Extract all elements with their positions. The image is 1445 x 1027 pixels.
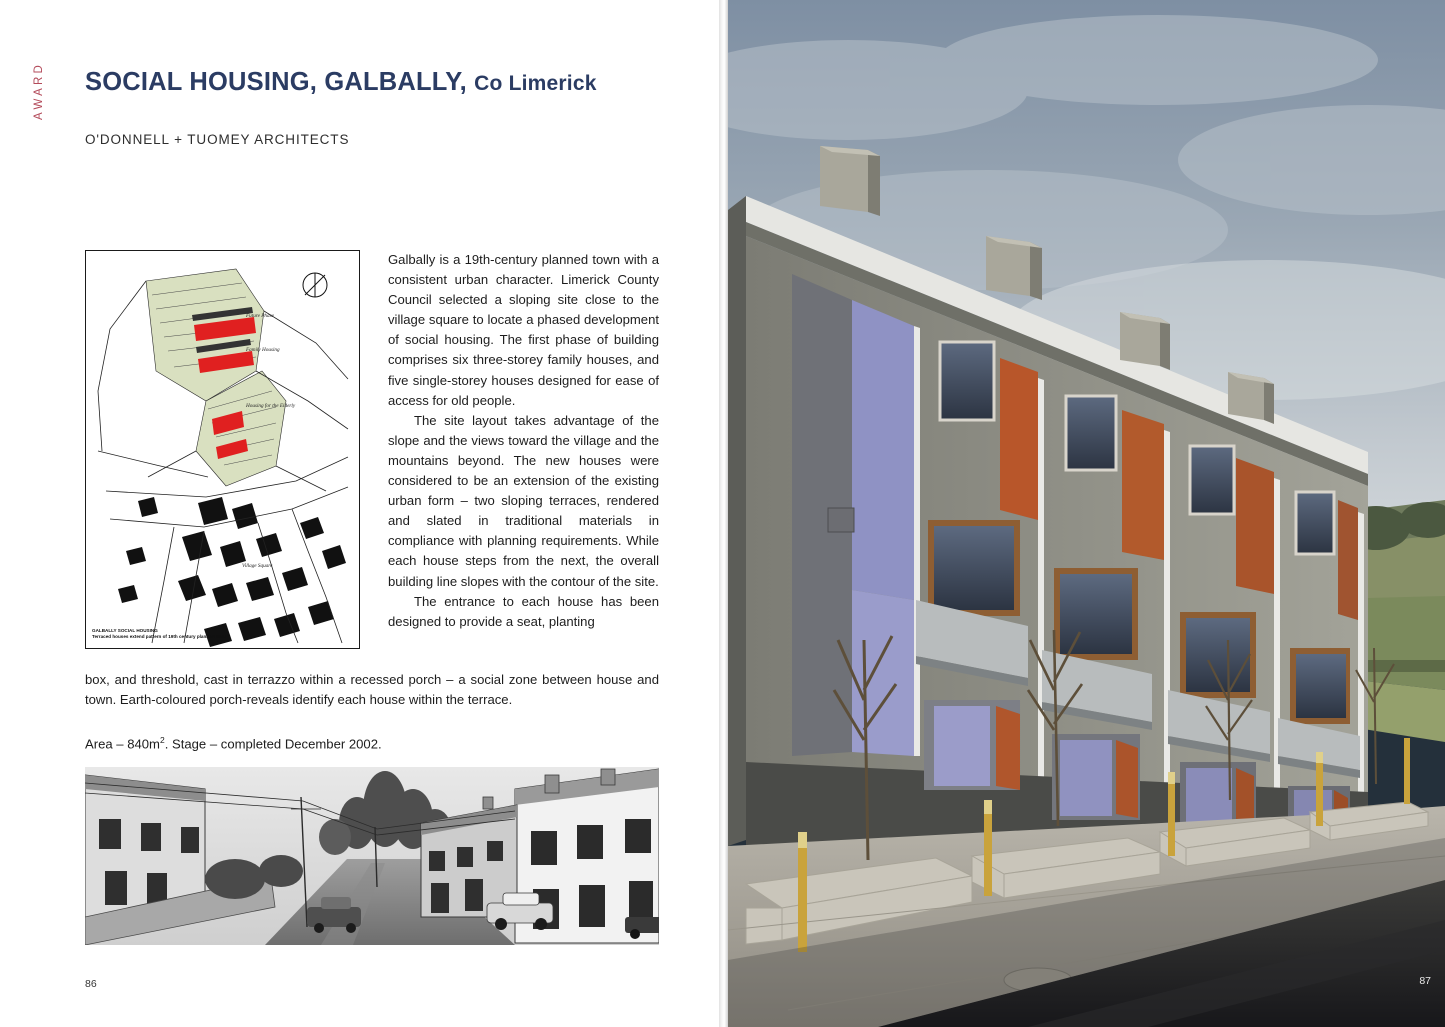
page-title <box>85 68 597 97</box>
folio-right: 87 <box>1419 975 1431 987</box>
body-column <box>388 250 659 632</box>
area-prefix: Area – 840m <box>85 736 160 752</box>
page-title-main: SOCIAL HOUSING, GALBALLY, <box>85 68 467 96</box>
body-paragraph-1: Galbally is a 19th-century planned town with a consistent urban character. Limerick County Council selected a sloping site close to the village square to locate a phased development of social housing. The first phase of building comprises six three-storey family houses, and five single-storey houses designed for ease of access for old people. <box>388 252 659 408</box>
site-plan-figure <box>85 250 360 649</box>
site-plan-caption-line1: GALBALLY SOCIAL HOUSING <box>92 627 158 633</box>
award-label: AWARD <box>33 62 45 120</box>
area-stage-line <box>85 730 659 754</box>
site-plan-drawing <box>86 251 359 648</box>
site-plan-caption-line2: Terraced houses extend pattern of 19th century planned town <box>92 633 227 639</box>
site-plan-label-family-housing: Family Housing <box>246 347 280 353</box>
area-suffix: . Stage – completed December 2002. <box>164 736 382 752</box>
housing-photo-colour <box>728 0 1445 1027</box>
right-page <box>728 0 1445 1027</box>
body-full-width <box>85 670 659 710</box>
body-paragraph-2: The site layout takes advantage of the slope and the views toward the village and the mountains beyond. The new houses were considered to be an extension of the existing urban form – two sloping terraces, rendered and slated in traditional materials in compliance with planning requirements. While each house steps from the next, the overall building line slopes with the contour of the site. <box>388 412 659 589</box>
body-paragraph-3-start: The entrance to each house has been designed to provide a seat, planting <box>388 593 659 629</box>
site-plan-label-elderly-housing: Housing for the Elderly <box>246 403 296 409</box>
page-title-secondary: Co Limerick <box>474 72 597 95</box>
street-photo-bw <box>85 767 659 945</box>
book-gutter <box>719 0 728 1027</box>
body-paragraph-3-rest: box, and threshold, cast in terrazzo within a recessed porch – a social zone between house and town. Earth-coloured porch-reveals identify each house within the terrace. <box>85 672 659 708</box>
folio-left: 86 <box>85 978 97 990</box>
site-plan-label-future-phase: Future Phase <box>246 313 274 319</box>
housing-photo-art <box>728 0 1445 1027</box>
site-plan-caption <box>92 628 226 640</box>
site-plan-label-village-square: Village Square <box>242 563 273 569</box>
left-page <box>0 0 719 1027</box>
area-superscript: 2 <box>159 735 165 745</box>
street-photo-bw-art <box>85 767 659 945</box>
architects-credit: O'DONNELL + TUOMEY ARCHITECTS <box>85 132 350 147</box>
